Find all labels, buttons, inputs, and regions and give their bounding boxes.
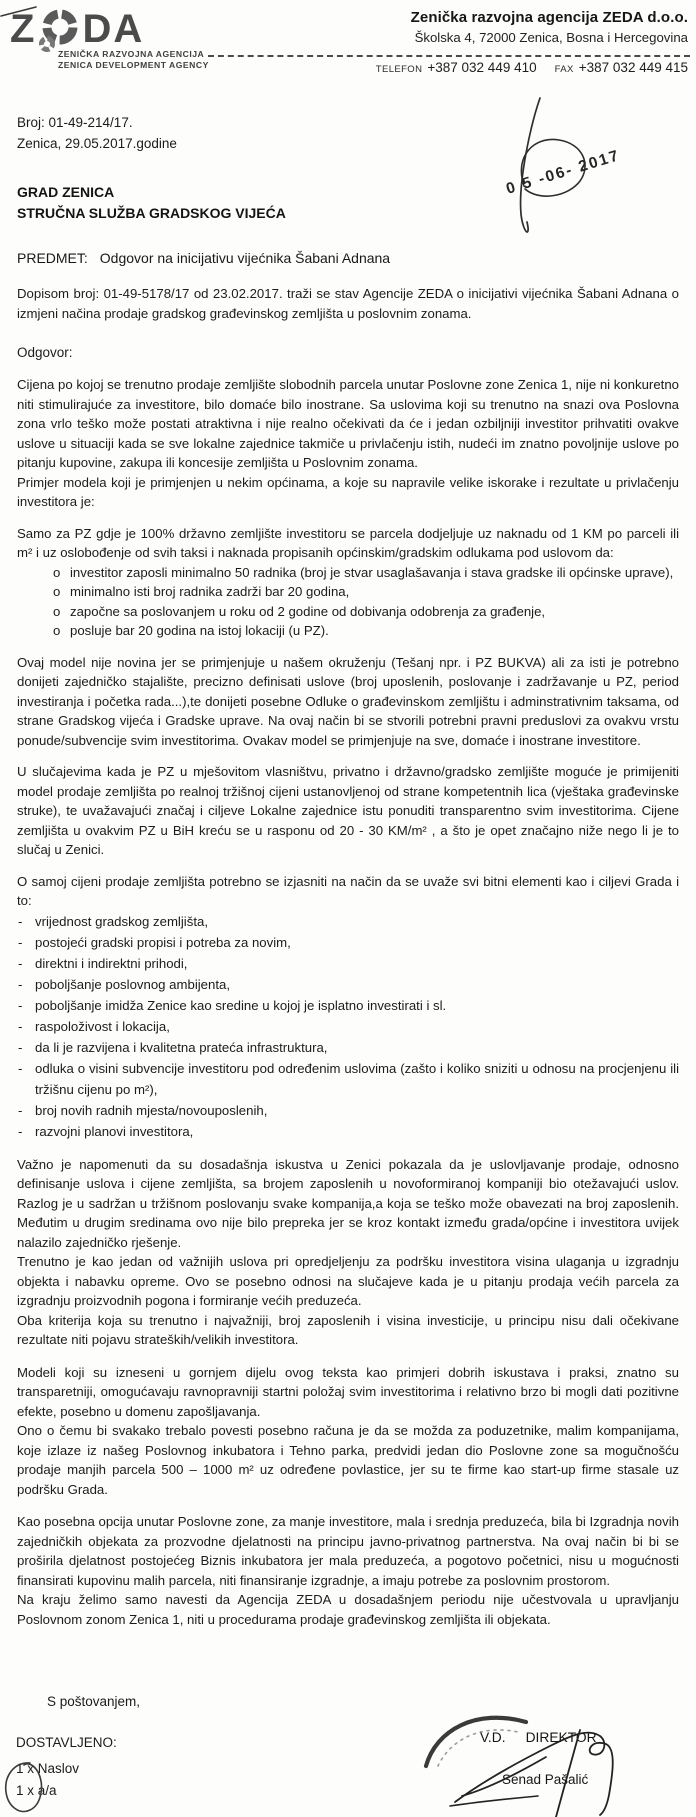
fax-label: FAX: [554, 64, 574, 75]
dash-bullet: -: [18, 1102, 23, 1118]
contact-row: [376, 60, 688, 75]
logo-caption-en: ZENICA DEVELOPMENT AGENCY: [58, 59, 209, 70]
answer-label: Odgovor:: [17, 345, 73, 360]
dash-bullet: -: [18, 997, 23, 1013]
o-bullet: o: [53, 584, 61, 599]
list-item: - vrijednost gradskog zemljišta,: [17, 911, 679, 932]
company-name: Zenička razvojna agencija ZEDA d.o.o.: [410, 9, 688, 26]
dash-bullet: -: [18, 1123, 23, 1139]
distribution-copy-2: 1 x a/a: [16, 1783, 57, 1798]
signer-name: Senad Pašalić: [502, 1772, 589, 1787]
recipient-line-2: STRUČNA SLUŽBA GRADSKOG VIJEĆA: [17, 205, 286, 221]
list-item: - raspoloživost i lokacija,: [17, 1016, 679, 1037]
dash-bullet: -: [18, 976, 23, 992]
paragraph: Samo za PZ gdje je 100% državno zemljište investitoru se parcela dodjeljuje uz naknadu od 1 KM po parceli ili m² i uz oslobođenje od svih taksi i naknada propisanih općinskim/gradskim odlukama pod uslovom da:: [17, 525, 679, 560]
signer-title-role: DIREKTOR: [525, 1730, 597, 1745]
paragraph-group-5: [17, 1363, 679, 1500]
logo-captions: [58, 49, 209, 70]
list-item: - poboljšanje imidža Zenice kao sredine u kojoj je isplatno investirati i sl.: [17, 995, 679, 1016]
paragraph-group-3: [17, 872, 679, 1142]
paragraph: Ovaj model nije novina jer se primjenjuje u našem okruženju (Tešanj npr. i PZ BUKVA) ali za isti je potrebno donijeti zajedničko stajalište, precizno definisati uslove (broj uposlenih, poslovanje i zadržavanje u PZ, period investiranja i početka rada...),te donijeti posebne Odluke o građevinskom zemljištu i adminstrativnim taksama, od strane Gradskog vijeća i Gradske uprave. Na ovaj način bi se stvorili potrebni pravni preduslovi za ovakvu vrstu ponude/subvencije svim investitorima. Ovakav model se primjenjuje na sve, domaće i inostrane investitore.: [17, 654, 679, 748]
list-item: - odluka o visini subvencije investitoru pod određenim uslovima (zašto i koliko sniziti u odnosu na procjenjenu ili tržišnu cijenu po m²),: [17, 1058, 679, 1100]
o-bullet: o: [53, 564, 61, 580]
list-item: o investitor zaposli minimalno 50 radnika (broj je stvar usaglašavanja i stava gradske ili općinske uprave),: [17, 563, 679, 583]
place-and-date: Zenica, 29.05.2017.godine: [17, 136, 177, 151]
paragraph: Modeli koji su izneseni u gornjem dijelu ovog teksta kao primjeri dobrih iskustava i praksi, znatno su transparetniji, omogućavaju ravnopravniji startni položaj svim investitorima i relativno brzo bi mogli dati pozitivne efekte, posebno u domenu zapošljavanja.: [17, 1364, 679, 1419]
reference-block: [17, 112, 679, 154]
fax-number: +387 032 449 415: [578, 60, 688, 75]
logo-letter-z: Z: [10, 7, 37, 51]
list-item: - broj novih radnih mjesta/novouposlenih,: [17, 1100, 679, 1121]
dash-bullet: -: [18, 913, 23, 929]
subject-text: Odgovor na inicijativu vijećnika Šabani Adnana: [99, 250, 391, 266]
list-item: - postojeći gradski propisi i potreba za novim,: [17, 932, 679, 953]
list-item: - poboljšanje poslovnog ambijenta,: [17, 974, 679, 995]
paragraph: Oba kriterija koja su trenutno i najvažniji, broj zaposlenih i visina investicije, u principu nisu dali očekivane rezultate niti pojavu strateških/velikih investitora.: [17, 1312, 679, 1347]
signer-title: [480, 1730, 597, 1745]
paragraph: Kao posebna opcija unutar Poslovne zone, za manje investitore, mala i srednja preduzeća, bila bi Izgradnja novih zajedničkih objekata za prozvodne djelatnosti na principu javno-privatnog partnerstva. Na ovaj način bi bi se proširila djelatnost postojećeg Biznis inkubatora jer mala preduzeća, a pogotovo početnici, nisu u mogućnosti finansirati kupovinu malih parcela, niti finansiranje izgradnje, a imaju potrebe za poslovnim prostorom.: [17, 1514, 679, 1588]
paragraph: O samoj cijeni prodaje zemljišta potrebno se izjasniti na način da se uvaže svi bitni elementi kao i ciljevi Grada i to:: [17, 873, 679, 908]
company-address: Školska 4, 72000 Zenica, Bosna i Hercegovina: [414, 30, 688, 45]
paragraph: Trenutno je kao jedan od važnijih uslova pri opredjeljenju za podršku investitora visina ulaganja u izgradnju objekta i nabavku opreme. Ovo se posebno odnosi na slučajeve kada je u pitanju prodaja većih parcela za izgradnju proizvodnih pogona i formiranje većih preduzeća.: [17, 1254, 679, 1308]
logo-pie-circle-icon: [38, 6, 80, 52]
paragraph-group-6: [17, 1512, 679, 1629]
list-item: - direktni i indirektni prihodi,: [17, 953, 679, 974]
received-date-stamp: 0 5 -06- 2017: [504, 147, 623, 198]
criteria-list: [17, 911, 679, 1142]
logo-caption-bs: ZENIČKA RAZVOJNA AGENCIJA: [58, 49, 205, 59]
list-item: - da li je razvijena i kvalitetna prateća infrastruktura,: [17, 1037, 679, 1058]
paragraph: Važno je napomenuti da su dosadašnja iskustva u Zenici pokazala da je uslovljavanje prodaje, odnosno definisanje uslova i cijene zemljišta, sa brojem zaposlenih u novoformiranoj kompaniji bio otežavajući uslov. Razlog je u sadržan u tržišnom poslovanju svake kompanija,a koja se teško može obavezati na broj zaposlenih. Međutim u drugim sredinama ovo nije bilo prepreka jer se kroz kontakt između grada/općine i investitora uvijek nalazilo zajedničko rješenje.: [17, 1156, 679, 1250]
letter-body: [0, 86, 696, 1690]
subject-label: PREDMET:: [17, 250, 88, 266]
zeda-logo: [10, 6, 144, 52]
dash-bullet: -: [18, 1039, 23, 1055]
logo-letters-da: DA: [82, 7, 145, 51]
list-item: - razvojni planovi investitora,: [17, 1121, 679, 1142]
o-bullet: o: [53, 623, 61, 638]
salutation: S poštovanjem,: [47, 1694, 141, 1709]
paragraph: Primjer modela koji je primjenjen u nekim općinama, a koje su napravile velike iskorake i rezultate u privlačenju investitora je:: [17, 474, 679, 509]
o-bullet: o: [53, 603, 61, 619]
distribution-label: DOSTAVLJENO:: [16, 1735, 117, 1750]
subject-line: [17, 250, 679, 266]
paragraph-group-2: [17, 524, 679, 641]
letterhead-right: [376, 9, 688, 75]
paragraph-group-1: [17, 375, 679, 512]
paragraph: U slučajevima kada je PZ u mješovitom vlasništvu, privatno i državno/gradsko zemljište moguće je primijeniti model prodaje zemljišta po realnoj tržišnoj cijeni ustanovljenoj od strane kompetentnih lica (vještaka građevinske struke), te uvažavajući značaj i ciljeve Lokalne zajednice istu ponuditi transparentno svim investitorima. Cijene zemljišta u ovakvim PZ u BiH kreću se u rasponu od 20 - 30 KM/m² , a što je opet značajno niže nego li je to slučaj u Zenici.: [17, 764, 679, 857]
list-item: o posluje bar 20 godina na istoj lokaciji (u PZ).: [17, 621, 679, 641]
dash-bullet: -: [18, 934, 23, 950]
telefon-label: TELEFON: [375, 64, 423, 75]
reference-number: Broj: 01-49-214/17.: [17, 115, 133, 130]
dash-bullet: -: [18, 955, 23, 971]
paragraph-group-4: [17, 1155, 679, 1350]
paragraph: Na kraju želimo samo navesti da Agencija ZEDA u dosadašnjem periodu nije učestvovala u upravljanju Poslovnom zonom Zenica 1, niti u procedurama prodaje građevinskog zemljišta ili objekata.: [17, 1592, 679, 1627]
letterhead: [0, 0, 696, 86]
list-item: o započne sa poslovanjem u roku od 2 godine od dobivanja odobrenja za građenje,: [17, 602, 679, 622]
intro-paragraph: Dopisom broj: 01-49-5178/17 od 23.02.2017. traži se stav Agencije ZEDA o inicijativi vijećnika Šabani Adnana o izmjeni načina prodaje gradskog građevinskog zemljišta u poslovnim zonama.: [17, 286, 679, 321]
telefon-number: +387 032 449 410: [427, 60, 537, 75]
paragraph: Ono o čemu bi svakako trebalo povesti posebno računa je da se možda za poduzetnike, malim kompanijama, koje izlaze iz našeg Poslovnog inkubatora i Tehno parka, predvidi jedan dio Poslovne zone sa mogučnošću prodaje manjih parcela 500 – 1000 m² uz određene povlastice, jer su te firme kao start-up firme stasale uz podršku Grada.: [17, 1423, 679, 1497]
dash-bullet: -: [18, 1060, 23, 1076]
dash-bullet: -: [18, 1018, 23, 1034]
distribution-copy-1: 1 x Naslov: [16, 1761, 80, 1776]
list-item: o minimalno isti broj radnika zadrži bar 20 godina,: [17, 582, 679, 602]
recipient-line-1: GRAD ZENICA: [17, 184, 115, 200]
signature-scribble: [420, 1700, 696, 1817]
recipient-block: [17, 182, 679, 224]
condition-list: [17, 563, 679, 641]
paragraph: Cijena po kojoj se trenutno prodaje zemljište slobodnih parcela unutar Poslovne zone Zenica 1, nije ni konkuretno niti stimulirajuće za investitore, bilo domaće bilo inostrane. Sa uslovima koji su trenutno na snazi ova Poslovna zona vrlo teško može postati atraktivna i nije realno očekivati da će i jedan ozbiljniji investitor prihvatiti ovakve uslove u situaciji kada se sve lokalne zajednice takmiče u privlačenju istih, nudeći im znatno povoljnije uslove po pitanju kupovine, zakupa ili koncesije zemljišta u Poslovnim zonama.: [17, 377, 679, 470]
signer-title-vd: V.D.: [480, 1730, 506, 1745]
